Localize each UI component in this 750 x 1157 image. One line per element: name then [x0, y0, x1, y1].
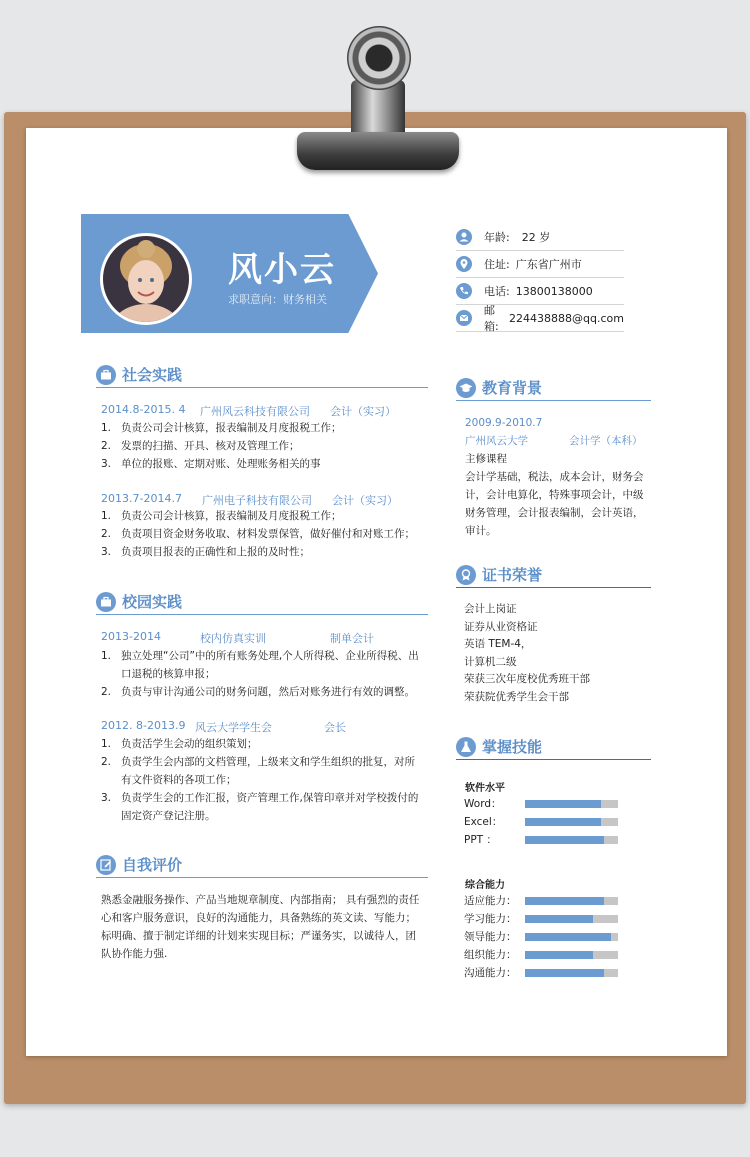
- skill-bar: [525, 969, 618, 977]
- briefcase-icon: [96, 592, 116, 612]
- skill-row: Word：: [464, 795, 624, 813]
- location-pin-icon: [456, 256, 472, 272]
- skill-row: 适应能力：: [464, 892, 624, 910]
- mail-icon: [456, 310, 472, 326]
- age-label: 年龄:: [484, 231, 510, 244]
- list-item: 1. 负责活学生会动的组织策划；: [101, 738, 258, 750]
- skill-bar: [525, 951, 618, 959]
- email-label: 邮箱:: [484, 304, 499, 333]
- list-item: 2. 负责与审计沟通公司的财务问题，然后对账务进行有效的调整。: [101, 686, 415, 698]
- address-label: 住址:: [484, 258, 510, 271]
- section-rule: [456, 759, 651, 760]
- section-title-self: 自我评价: [96, 854, 182, 875]
- list-item: 证券从业资格证: [464, 620, 538, 633]
- contact-row-phone: [456, 278, 624, 305]
- education-major: 会计学（本科）: [569, 435, 643, 447]
- person-icon: [456, 229, 472, 245]
- graduation-cap-icon: [456, 378, 476, 398]
- list-item: 3. 负责学生会的工作汇报，资产管理工作,保管印章并对学校拨付的固定资产登记注册。: [101, 792, 419, 822]
- section-rule: [96, 614, 428, 615]
- skill-row: 领导能力：: [464, 928, 624, 946]
- section-rule: [456, 400, 651, 401]
- self-evaluation-text: 熟悉金融服务操作、产品当地规章制度、内部指南； 具有强烈的责任心和客户服务意识，良好的沟通能力，具备熟练的英文读、写能力； 标明确、擅于制定详细的计划来实现目标；严谨务实，以诚待人，团队协作能力强.: [101, 894, 420, 960]
- award-medal-icon: [456, 565, 476, 585]
- list-item: 1. 独立处理“公司”中的所有账务处理,个人所得税、企业所得税、出口退税的核算申报；: [101, 650, 419, 680]
- section-rule: [96, 877, 428, 878]
- section-title-campus: 校园实践: [96, 591, 182, 612]
- social-entry-2-list: [101, 507, 421, 561]
- briefcase-icon: [96, 365, 116, 385]
- clip-ring-icon: [347, 26, 411, 90]
- list-item: 2. 负责项目资金财务收取、材料发票保管，做好催付和对账工作；: [101, 528, 415, 540]
- education-period: 2009.9-2010.7: [465, 417, 543, 429]
- section-title-social: 社会实践: [96, 364, 182, 385]
- section-rule: [96, 387, 428, 388]
- course-list: 会计学基础，税法，成本会计，财务会计，会计电算化，特殊事项会计，中级财务管理，会计报表编制，会计英语，审计。: [465, 471, 644, 537]
- job-intent: 求职意向：财务相关: [228, 293, 327, 306]
- list-item: 荣获三次年度校优秀班干部: [464, 673, 590, 685]
- list-item: 3. 单位的报账、定期对账、处理账务相关的事: [101, 458, 321, 470]
- phone-label: 电话:: [484, 285, 510, 298]
- skill-bar: [525, 836, 618, 844]
- skill-row: 沟通能力：: [464, 964, 624, 982]
- section-title-certs: 证书荣誉: [456, 564, 542, 585]
- flask-icon: [456, 737, 476, 757]
- list-item: 英语 TEM-4，: [464, 638, 532, 650]
- skill-bar: [525, 915, 618, 923]
- avatar: [100, 233, 192, 325]
- skill-row: PPT ：: [464, 831, 624, 849]
- candidate-name: 风小云: [228, 250, 336, 290]
- campus-entry-2-list: [101, 735, 423, 825]
- clip-base: [297, 132, 459, 170]
- skill-bar: [525, 897, 618, 905]
- phone-icon: [456, 283, 472, 299]
- education-block: [465, 414, 650, 540]
- social-entry-1-list: [101, 419, 421, 473]
- list-item: 1. 负责公司会计核算，报表编制及月度报税工作；: [101, 422, 342, 434]
- contact-row-age: [456, 224, 624, 251]
- age-value: 22 岁: [521, 231, 551, 244]
- skill-bar: [525, 933, 618, 941]
- course-label: 主修课程: [465, 453, 507, 465]
- software-title: 软件水平: [465, 783, 505, 794]
- address-value: 广东省广州市: [515, 258, 582, 271]
- campus-entry-1-list: [101, 647, 423, 701]
- phone-value: 13800138000: [515, 284, 593, 298]
- list-item: 2. 发票的扫描、开具、核对及管理工作；: [101, 440, 300, 452]
- skill-row: 组织能力：: [464, 946, 624, 964]
- skill-bar: [525, 818, 618, 826]
- list-item: 1. 负责公司会计核算，报表编制及月度报税工作；: [101, 510, 342, 522]
- list-item: 2. 负责学生会内部的文档管理，上级来文和学生组织的批复，对所有文件资料的各项工作；: [101, 756, 415, 786]
- ability-title: 综合能力: [465, 880, 505, 891]
- section-title-skills: 掌握技能: [456, 736, 542, 757]
- skill-row: Excel：: [464, 813, 624, 831]
- skill-row: 学习能力：: [464, 910, 624, 928]
- email-value: 224438888@qq.com: [509, 311, 624, 325]
- cert-list: [464, 601, 649, 706]
- contact-row-address: [456, 251, 624, 278]
- contact-row-email: [456, 305, 624, 332]
- education-school: 广州风云大学: [465, 435, 528, 447]
- list-item: 荣获院优秀学生会干部: [464, 690, 569, 703]
- list-item: 会计上岗证: [464, 603, 517, 615]
- section-rule: [456, 587, 651, 588]
- skill-bar: [525, 800, 618, 808]
- list-item: 3. 负责项目报表的正确性和上报的及时性；: [101, 546, 310, 558]
- pencil-icon: [96, 855, 116, 875]
- section-title-education: 教育背景: [456, 377, 542, 398]
- list-item: 计算机二级: [464, 655, 517, 668]
